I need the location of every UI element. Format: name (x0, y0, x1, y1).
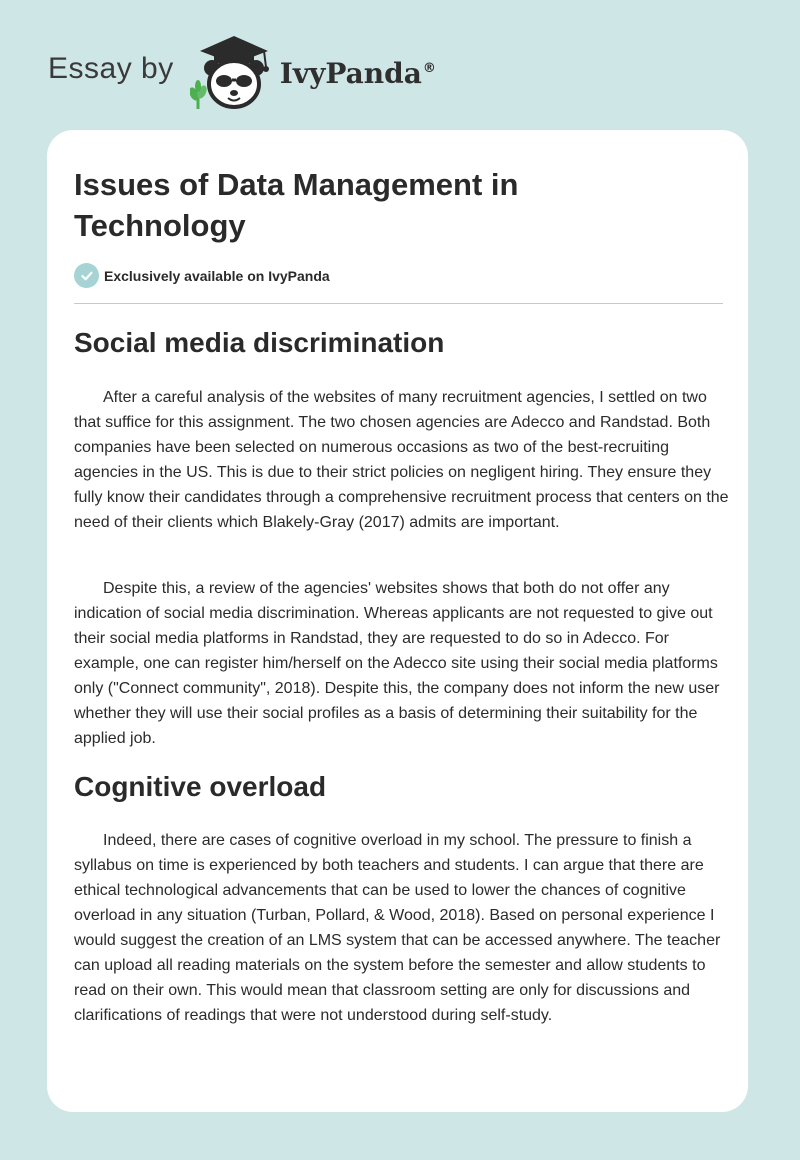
section-heading-cognitive-overload: Cognitive overload (74, 771, 327, 802)
badge-text: Exclusively available on IvyPanda (104, 267, 330, 284)
checkmark-icon (74, 263, 99, 288)
brand-name: IvyPanda® (279, 56, 436, 90)
exclusive-badge (74, 263, 330, 288)
brand-prefix: Essay by (48, 52, 174, 85)
paragraph: Despite this, a review of the agencies' websites shows that both do not offer any indication of social media discrimination. Whereas applicants are not requested to give out their social media platforms in Randstad, they are requested to do so in Adecco. For example, one can register him/herself on the Adecco site using their social media platforms only ("Connect community", 2018). Despite this, the company does not inform the new user whether they will use their social profiles as a basis of determining their suitability for the applied job. (74, 580, 720, 747)
section-heading-social-media: Social media discrimination (74, 327, 445, 358)
panda-graduate-icon (190, 34, 276, 110)
paragraph: After a careful analysis of the websites of many recruitment agencies, I settled on two that suffice for this assignment. The two chosen agencies are Adecco and Randstad. Both companies have been selected on numerous occasions as two of the best-recruiting agencies in the US. This is due to their strict policies on negligent hiring. They ensure they fully know their candidates through a comprehensive recruitment process that centers on the need of their clients which Blakely-Gray (2017) admits are important. (74, 389, 729, 531)
essay-title: Issues of Data Management in Technology (74, 167, 519, 243)
divider (74, 303, 723, 304)
essay-card (47, 130, 748, 1112)
site-header-logo[interactable] (48, 34, 436, 110)
paragraph: Indeed, there are cases of cognitive overload in my school. The pressure to finish a syllabus on time is experienced by both teachers and students. I can argue that there are ethical technological advancements that can be used to lower the chances of cognitive overload in any situation (Turban, Pollard, & Wood, 2018). Based on personal experience I would suggest the creation of an LMS system that can be accessed anywhere. The teacher can upload all reading materials on the system before the semester and allow students to read on their own. This would mean that classroom setting are only for discussions and clarifications of readings that were not understood during self-study. (74, 832, 721, 1024)
